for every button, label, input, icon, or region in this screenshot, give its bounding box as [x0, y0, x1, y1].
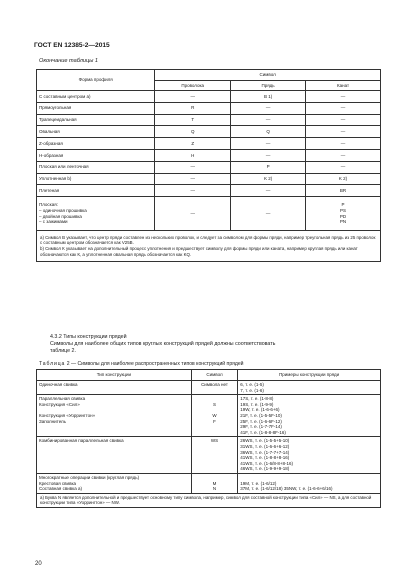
table2-caption-text: 2 — Символы для наиболее распространенных типов конструкций прядей	[66, 361, 244, 367]
table2-cell-symbol	[191, 381, 238, 395]
table2-type-line: Комбинированная параллельная свивка	[39, 438, 124, 444]
table1-cell-profile-name: H-образная	[37, 149, 155, 161]
table1-cell-profile-name: Овальная	[37, 126, 155, 138]
table1-cell-strand-symbol: —	[231, 149, 306, 161]
table2-examples-line: 36WS, т. е. (1-7-7+7-14)	[240, 449, 290, 455]
table1-row	[37, 161, 381, 173]
table2-cell-symbol	[191, 395, 238, 437]
table2-type-line: Крестовая свивка	[39, 480, 77, 486]
flat-line-3: – двойная прошивка	[39, 213, 82, 219]
table1-flat-strand: —	[231, 197, 306, 231]
table2-examples-line: 46WS, т. е. (1-9-9+9-18)	[240, 466, 290, 472]
table2-symbol-line: W	[212, 412, 217, 418]
table2-examples-line: 37M, т. е. (1-6/12/18) 35NW, т. е. (1-6-6+6/16)	[240, 486, 333, 492]
table2-row	[37, 381, 381, 395]
table2-symbol-line: Символа нет	[201, 382, 228, 387]
table1-cell-strand-symbol: —	[231, 102, 306, 114]
table1-header-strand: Прядь	[231, 81, 306, 91]
table2-examples-line: 29F, т. е. (1-7-7F-14)	[240, 424, 282, 430]
table1-cell-profile-name: Плетеная	[37, 185, 155, 197]
table1-row	[37, 126, 381, 138]
table1-header-profile: Форма профиля	[37, 70, 155, 91]
table2-symbol-line: S	[213, 401, 217, 407]
table2-symbol-line: WS	[210, 438, 219, 444]
flat-line-2: – одиночная прошивка	[39, 208, 87, 214]
table1-cell-wire-symbol: H	[155, 149, 231, 161]
table1-cell-strand-symbol: —	[231, 138, 306, 150]
table1-cell-strand-symbol: K 2)	[231, 173, 306, 185]
table1-cell-profile-name: Плоская или ленточная	[37, 161, 155, 173]
table1-continuation-caption: Окончание таблицы 1	[39, 58, 99, 64]
flat-line-1: Плоская:	[39, 202, 58, 208]
table2-caption	[39, 361, 244, 368]
table2-examples-line: 41F, т. е. (1-8-8-8F-16)	[240, 429, 286, 435]
table2-examples-line: 19M, т. е. (1-6/12)	[240, 480, 277, 486]
flat-core-2: PS	[340, 208, 347, 214]
table1-cell-core-symbol: —	[306, 114, 381, 126]
table2-examples-line: 6, т. е. (1-5)	[240, 382, 264, 387]
table1-row	[37, 138, 381, 150]
document-header: ГОСТ EN 12385-2—2015	[34, 42, 110, 49]
table2-header-examples: Примеры конструкции пряди	[238, 370, 381, 381]
flat-core-3: PD	[339, 213, 347, 219]
table1-footnote-b: b) Символ К указывает на дополнительный процесс уплотнения и предшествует символу для формы пряди или каната, например круглая прядь или канат обозначаются как К, а уплотненная овальная прядь обозначается как KQ.	[40, 246, 358, 257]
section-heading: 4.3.2 Типы конструкции прядей	[50, 334, 127, 340]
table2-examples-line: 19S, т. е. (1-9-9)	[240, 401, 274, 407]
table2-examples-line: 17S, т. е. (1-8-8)	[240, 396, 274, 402]
table1-cell-strand-symbol: —	[231, 114, 306, 126]
table2-cell-symbol	[191, 437, 238, 474]
table1-cell-wire-symbol: T	[155, 114, 231, 126]
table1-cell-profile-name: Трапецеидальная	[37, 114, 155, 126]
table2-examples-line: 25F, т. е. (1-6-6F-12)	[240, 418, 282, 424]
table2-examples-line: 19W, т. е. (1-6-6+6)	[240, 407, 280, 413]
table2-cell-examples	[238, 395, 381, 437]
table1-header-wire: Проволока	[155, 81, 231, 91]
table1-cell-core-symbol: —	[306, 126, 381, 138]
table2-cell-examples	[238, 473, 381, 493]
table1	[36, 69, 381, 262]
table2-symbol-line: N	[212, 486, 217, 492]
table2-symbol-line: F	[213, 418, 216, 424]
table1-row	[37, 102, 381, 114]
table1-flat-wire: —	[155, 197, 231, 231]
table2-row	[37, 395, 381, 437]
table1-cell-wire-symbol: —	[155, 173, 231, 185]
table1-cell-wire-symbol: Z	[155, 138, 231, 150]
table1-row	[37, 185, 381, 197]
table2-cell-examples	[238, 381, 381, 395]
flat-core-1: P	[341, 202, 345, 208]
table2	[36, 369, 381, 508]
table1-row	[37, 149, 381, 161]
table1-cell-strand-symbol: Q	[231, 126, 306, 138]
page-number: 20	[35, 561, 42, 567]
section-paragraph	[50, 341, 384, 354]
table1-row	[37, 91, 381, 103]
table2-caption-word: Таблица	[39, 361, 66, 367]
table1-row	[37, 114, 381, 126]
table2-examples-line: 21F, т. е. (1-5-5F-10)	[240, 412, 282, 418]
table1-cell-profile-name: Уплотненная b)	[37, 173, 155, 185]
table2-cell-type	[37, 395, 192, 437]
table2-header-type: Тип конструкции	[37, 370, 192, 381]
table2-type-line: Параллельная свивка	[39, 396, 86, 402]
table2-examples-line: 26WS, т. е. (1-5-5+5-10)	[240, 438, 290, 444]
table1-cell-strand-symbol: B 1)	[231, 91, 306, 103]
table1-header-symbols: Символ	[155, 70, 381, 81]
table1-cell-profile-name: С составным центром a)	[37, 91, 155, 103]
table2-body	[37, 381, 381, 494]
table1-cell-strand-symbol: —	[231, 185, 306, 197]
table2-header-symbol: Символ	[191, 370, 238, 381]
table2-type-line: Многократные операции свивки (круглая прядь)	[39, 474, 140, 480]
table1-cell-core-symbol: —	[306, 161, 381, 173]
table2-row	[37, 473, 381, 493]
table1-cell-wire-symbol: —	[155, 185, 231, 197]
flat-line-4: – с зажимами	[39, 219, 68, 225]
table1-flat-name	[37, 197, 155, 231]
table2-cell-symbol	[191, 473, 238, 493]
table1-cell-core-symbol: —	[306, 91, 381, 103]
table1-cell-profile-name: Прямоугольная	[37, 102, 155, 114]
table1-cell-wire-symbol: Q	[155, 126, 231, 138]
table2-row	[37, 437, 381, 474]
table1-header-core: Канат	[306, 81, 381, 91]
paragraph-line-1: Символы для наиболее общих типов круглых конструкций прядей должны соответствовать	[50, 341, 276, 347]
table2-symbol-line: M	[212, 480, 217, 486]
table2-examples-line: 7, т. е. (1-6)	[240, 387, 264, 393]
table1-row	[37, 173, 381, 185]
table1-row-flat	[37, 197, 381, 231]
table1-footnotes	[37, 231, 381, 262]
table1-cell-strand-symbol: P	[231, 161, 306, 173]
table2-type-line: Составная свивка a)	[39, 486, 82, 492]
table1-cell-core-symbol: —	[306, 102, 381, 114]
table2-type-line: Заполнитель	[39, 418, 67, 424]
table1-flat-core	[306, 197, 381, 231]
table2-examples-line: 31WS, т. е. (1-6-6+6-12)	[240, 443, 290, 449]
table2-cell-type	[37, 381, 192, 395]
table1-cell-core-symbol: —	[306, 149, 381, 161]
table2-cell-type	[37, 437, 192, 474]
paragraph-line-2: таблице 2.	[50, 347, 76, 354]
table1-cell-profile-name: Z-образная	[37, 138, 155, 150]
table1-cell-wire-symbol: —	[155, 91, 231, 103]
table2-type-line: Одиночная свивка	[39, 382, 78, 387]
table1-cell-core-symbol: BR	[306, 185, 381, 197]
table2-footnote-a: a) Буква N является дополнительной и предшествует основному типу символа, например, символ для составной конструкции типа «Сил» — NS, а для составной конструкции типа «Уоррингтон» — NW.	[37, 493, 381, 508]
table2-footnotes	[37, 493, 381, 508]
table2-examples-line: 41WS, т. е. (1-8-8+8-16)	[240, 455, 290, 461]
table2-type-line: Конструкция «Уоррингтон»	[39, 412, 96, 418]
table1-cell-core-symbol: —	[306, 138, 381, 150]
table1-footnote-a: a) Символ B указывает, что центр пряди составлен из нескольких проволок, и следует за символом для формы пряди, например треугольная прядь из 25 проволок с составным центром обозначается как V25B.	[40, 234, 376, 246]
table2-examples-line: 41WS, т. е. (1-6/8-8+8-16)	[240, 460, 293, 466]
table1-cell-wire-symbol: —	[155, 161, 231, 173]
table2-type-line: Конструкция «Сил»	[39, 401, 80, 407]
table1-cell-wire-symbol: R	[155, 102, 231, 114]
table1-body	[37, 91, 381, 197]
table1-cell-core-symbol: K 2)	[306, 173, 381, 185]
flat-core-4: PN	[339, 219, 347, 225]
table2-cell-examples	[238, 437, 381, 474]
table2-cell-type	[37, 473, 192, 493]
